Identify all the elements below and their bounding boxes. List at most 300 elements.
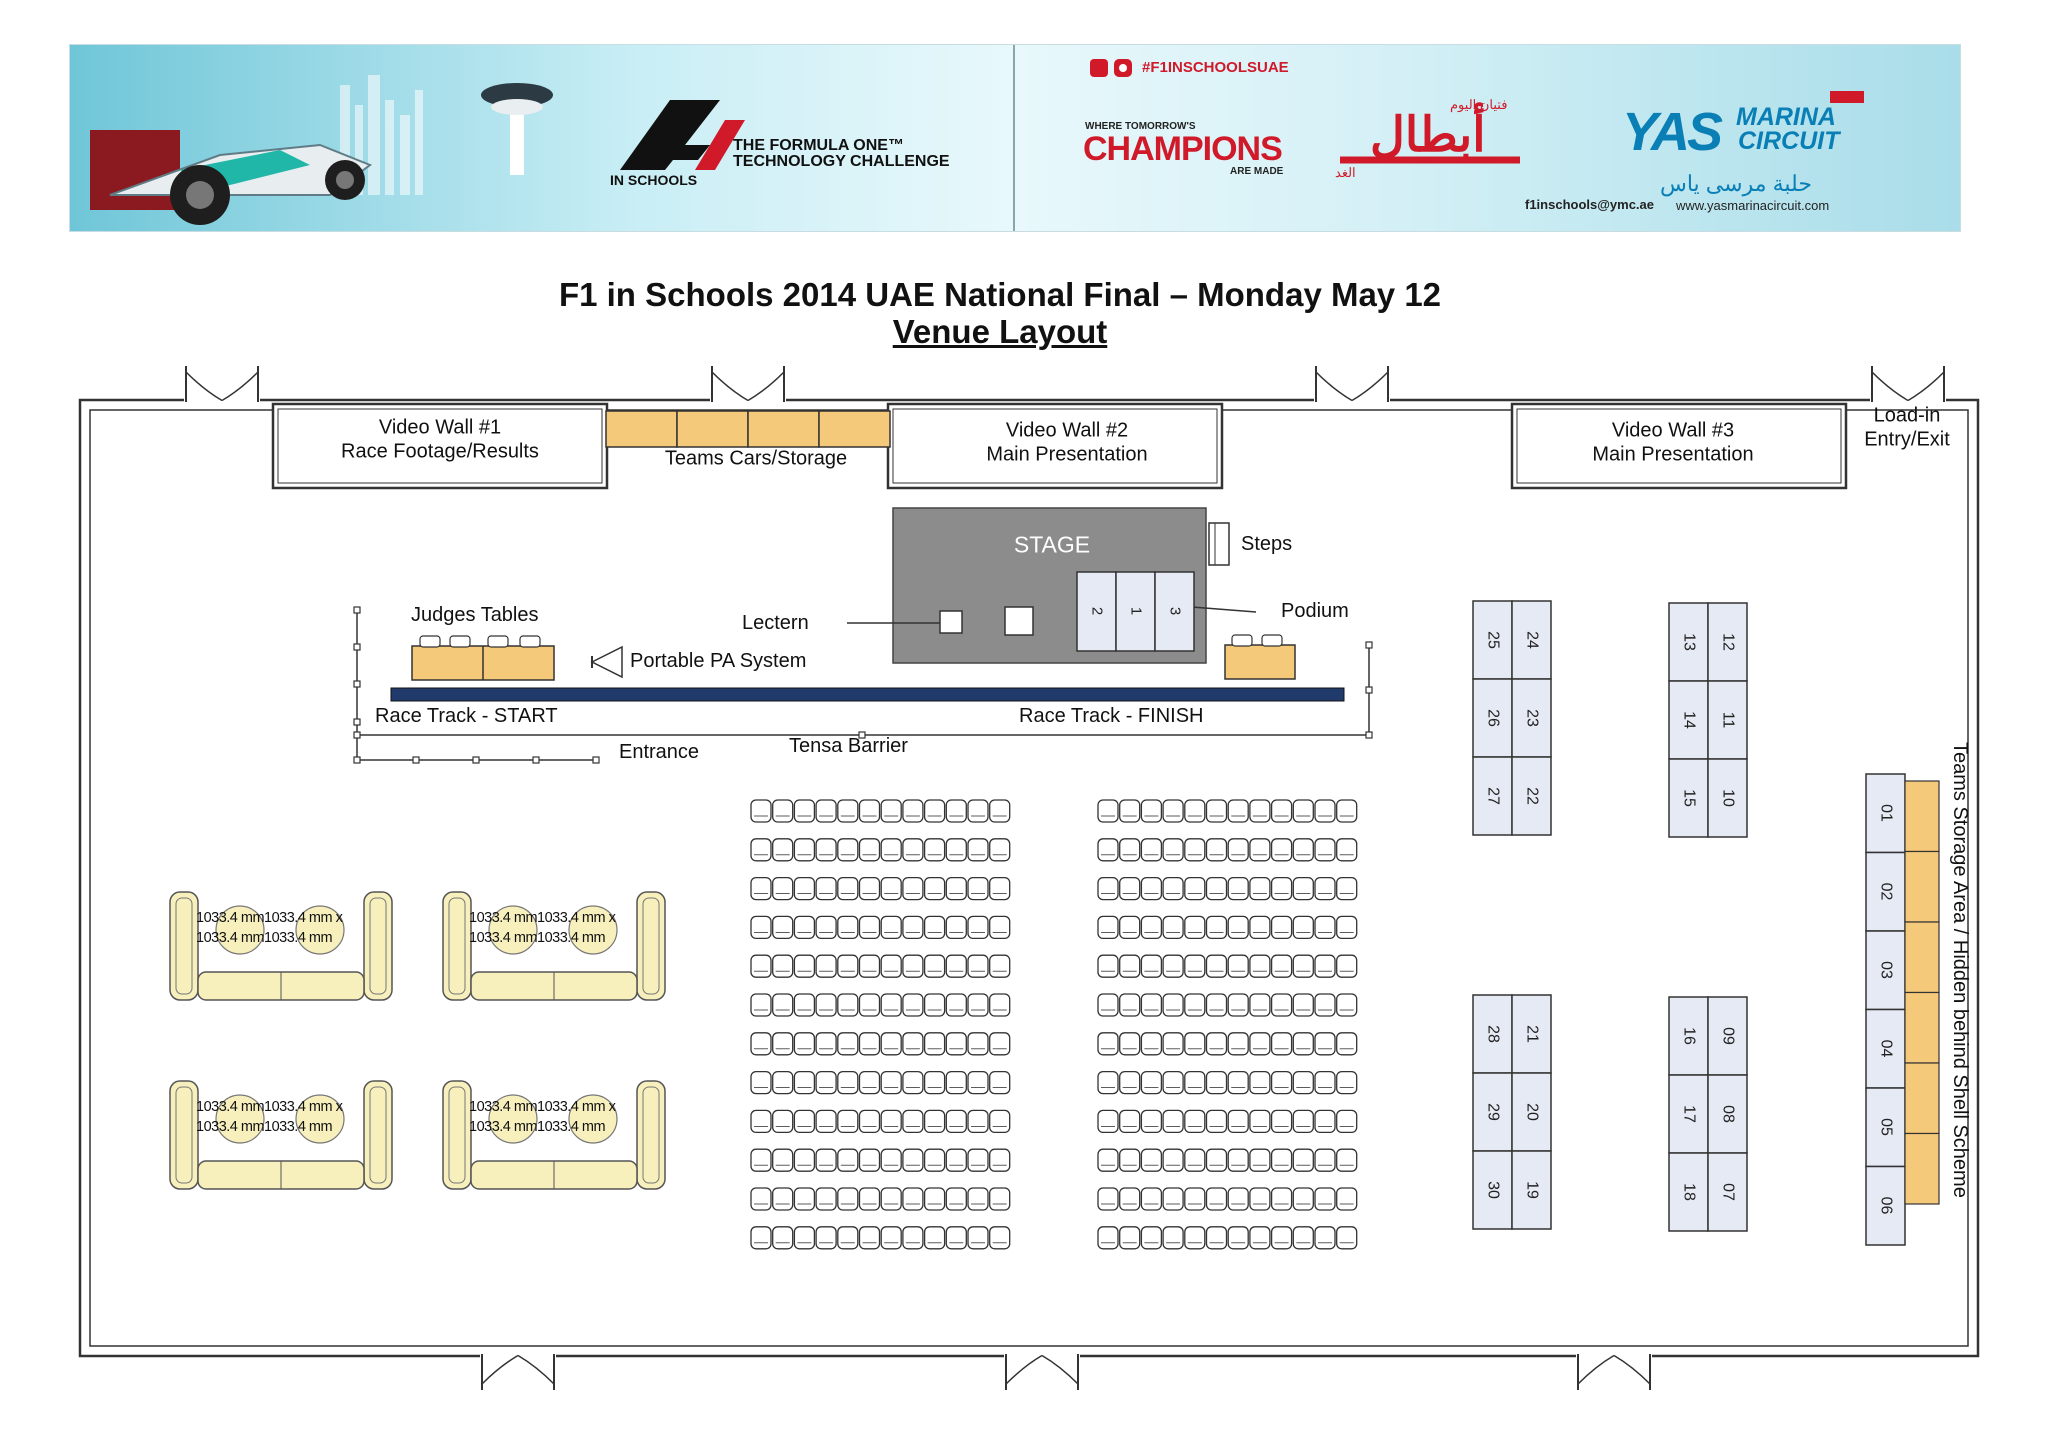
audience-seat <box>1163 916 1183 938</box>
page-title: F1 in Schools 2014 UAE National Final – Monday May 12 <box>558 276 1442 313</box>
audience-seat <box>946 1072 966 1094</box>
audience-seat <box>1315 800 1335 822</box>
audience-seat <box>1185 878 1205 900</box>
circuit-logo-text: CIRCUIT <box>1738 127 1840 155</box>
audience-seating <box>751 800 1357 1249</box>
audience-seat <box>1250 1149 1270 1171</box>
audience-seat <box>990 839 1010 861</box>
audience-seat <box>881 878 901 900</box>
audience-seat <box>881 839 901 861</box>
barrier-post <box>1366 732 1372 738</box>
team-booth-number: 29 <box>1484 1103 1502 1121</box>
audience-seat <box>1272 916 1292 938</box>
audience-seat <box>881 1072 901 1094</box>
audience-seat <box>1250 1072 1270 1094</box>
lounge-set <box>443 1081 665 1189</box>
audience-seat <box>1098 878 1118 900</box>
audience-seat <box>860 994 880 1016</box>
audience-seat <box>990 1227 1010 1249</box>
audience-seat <box>1098 916 1118 938</box>
audience-seat <box>794 1149 814 1171</box>
audience-seat <box>794 800 814 822</box>
team-booth-number: 13 <box>1680 633 1698 651</box>
audience-seat <box>773 1033 793 1055</box>
audience-seat <box>990 800 1010 822</box>
audience-seat <box>1098 839 1118 861</box>
barrier-post <box>413 757 419 763</box>
audience-seat <box>1207 1227 1227 1249</box>
sofa-right <box>637 892 665 1000</box>
audience-seat <box>1163 1188 1183 1210</box>
audience-seat <box>816 1072 836 1094</box>
audience-seat <box>1141 800 1161 822</box>
audience-seat <box>1250 1227 1270 1249</box>
audience-seat <box>1163 994 1183 1016</box>
finish-table <box>1225 645 1295 679</box>
audience-seat <box>838 955 858 977</box>
audience-seat <box>881 1227 901 1249</box>
audience-seat <box>881 1110 901 1132</box>
audience-seat <box>1141 955 1161 977</box>
door <box>1314 366 1390 408</box>
audience-seat <box>1163 1072 1183 1094</box>
audience-seat <box>990 916 1010 938</box>
audience-seat <box>1185 1072 1205 1094</box>
audience-seat <box>1293 955 1313 977</box>
audience-seat <box>860 1149 880 1171</box>
audience-seat <box>1120 1072 1140 1094</box>
sofa-right <box>364 892 392 1000</box>
audience-seat <box>1120 839 1140 861</box>
lounge-dimension-text: 1033.4 mm1033.4 mm x <box>469 1099 616 1115</box>
audience-seat <box>816 878 836 900</box>
audience-seat <box>860 1110 880 1132</box>
audience-seat <box>860 878 880 900</box>
audience-seat <box>773 1149 793 1171</box>
audience-seat <box>1272 878 1292 900</box>
audience-seat <box>1228 1072 1248 1094</box>
audience-seat <box>946 1110 966 1132</box>
audience-seat <box>794 1033 814 1055</box>
audience-seat <box>1315 1227 1335 1249</box>
door <box>1870 366 1946 408</box>
audience-seat <box>1337 1188 1357 1210</box>
audience-seat <box>794 839 814 861</box>
audience-seat <box>968 800 988 822</box>
audience-seat <box>903 1149 923 1171</box>
audience-seat <box>1272 800 1292 822</box>
audience-seat <box>903 839 923 861</box>
storage-crate <box>606 411 677 447</box>
podium-label: Podium <box>1281 600 1349 622</box>
audience-seat <box>1185 916 1205 938</box>
stage-box <box>1005 607 1033 635</box>
audience-seat <box>1337 800 1357 822</box>
audience-seat <box>794 878 814 900</box>
marina-logo-text: MARINA <box>1736 103 1836 131</box>
audience-seat <box>816 994 836 1016</box>
audience-seat <box>1315 1110 1335 1132</box>
audience-seat <box>1250 994 1270 1016</box>
audience-seat <box>903 878 923 900</box>
audience-seat <box>925 994 945 1016</box>
audience-seat <box>751 800 771 822</box>
hashtag-text: #F1INSCHOOLSUAE <box>1142 59 1289 76</box>
barrier-post <box>473 757 479 763</box>
audience-seat <box>1293 1072 1313 1094</box>
where-tomorrows-text: WHERE TOMORROW'S <box>1085 121 1196 132</box>
audience-seat <box>773 800 793 822</box>
barrier-post <box>593 757 599 763</box>
audience-seat <box>1185 1188 1205 1210</box>
audience-seat <box>751 839 771 861</box>
audience-seat <box>990 1110 1010 1132</box>
audience-seat <box>946 839 966 861</box>
audience-seat <box>1185 800 1205 822</box>
audience-seat <box>860 839 880 861</box>
audience-seat <box>1293 800 1313 822</box>
audience-seat <box>925 839 945 861</box>
audience-seat <box>838 1033 858 1055</box>
audience-seat <box>881 1033 901 1055</box>
audience-seat <box>946 955 966 977</box>
audience-seat <box>1337 916 1357 938</box>
audience-seat <box>1250 878 1270 900</box>
audience-seat <box>1337 878 1357 900</box>
team-booth-number: 28 <box>1484 1025 1502 1043</box>
judges-tables <box>412 636 554 680</box>
barrier-post <box>1366 687 1372 693</box>
barrier-post <box>533 757 539 763</box>
audience-seat <box>1185 994 1205 1016</box>
audience-seat <box>773 839 793 861</box>
audience-seat <box>838 800 858 822</box>
audience-seat <box>816 839 836 861</box>
team-booth-number: 18 <box>1680 1183 1698 1201</box>
audience-seat <box>990 878 1010 900</box>
audience-seat <box>1250 1110 1270 1132</box>
sofa-left <box>443 892 471 1000</box>
audience-seat <box>1207 1033 1227 1055</box>
arabic-top-text: فتيان اليوم <box>1450 97 1508 112</box>
podium-place-label: 1 <box>1127 606 1145 616</box>
video-wall-2-desc: Main Presentation <box>986 443 1148 466</box>
audience-seat <box>773 955 793 977</box>
audience-seat <box>751 955 771 977</box>
storage-crate <box>1905 1063 1939 1134</box>
audience-seat <box>1098 800 1118 822</box>
team-booth-number: 15 <box>1680 789 1698 807</box>
audience-seat <box>1250 916 1270 938</box>
audience-seat <box>990 1149 1010 1171</box>
entrance-label: Entrance <box>619 741 700 763</box>
audience-seat <box>794 1188 814 1210</box>
audience-seat <box>946 916 966 938</box>
audience-seat <box>1141 916 1161 938</box>
video-wall-1-title: Video Wall #1 <box>378 416 502 439</box>
team-booth-number: 27 <box>1484 787 1502 805</box>
booth-block <box>1669 997 1747 1231</box>
audience-seat <box>816 800 836 822</box>
audience-seat <box>1337 1072 1357 1094</box>
storage-booth-number: 06 <box>1877 1196 1895 1215</box>
audience-seat <box>1228 1227 1248 1249</box>
audience-seat <box>1337 1227 1357 1249</box>
audience-seat <box>925 1110 945 1132</box>
audience-seat <box>903 955 923 977</box>
audience-seat <box>881 800 901 822</box>
team-booth-number: 22 <box>1523 787 1541 805</box>
audience-seat <box>1337 1110 1357 1132</box>
video-wall-2-title: Video Wall #2 <box>1005 419 1129 442</box>
audience-seat <box>1185 1110 1205 1132</box>
audience-seat <box>1250 1188 1270 1210</box>
audience-seat <box>968 878 988 900</box>
barrier-post <box>354 644 360 650</box>
audience-seat <box>990 1188 1010 1210</box>
audience-seat <box>773 1072 793 1094</box>
audience-seat <box>903 1227 923 1249</box>
audience-seat <box>860 1072 880 1094</box>
audience-seat <box>881 916 901 938</box>
audience-seat <box>968 1072 988 1094</box>
audience-seat <box>1141 1033 1161 1055</box>
audience-seat <box>1120 916 1140 938</box>
sofa-left <box>170 1081 198 1189</box>
audience-seat <box>1315 994 1335 1016</box>
storage-booth-number: 04 <box>1877 1039 1895 1058</box>
audience-seat <box>968 839 988 861</box>
audience-seat <box>1250 839 1270 861</box>
audience-seat <box>816 1033 836 1055</box>
audience-seat <box>881 955 901 977</box>
audience-seat <box>1141 1149 1161 1171</box>
audience-seat <box>946 800 966 822</box>
audience-seat <box>751 878 771 900</box>
audience-seat <box>1120 1149 1140 1171</box>
lounge-dimension-text: 1033.4 mm1033.4 mm x <box>196 1099 343 1115</box>
audience-seat <box>881 994 901 1016</box>
storage-crate <box>1905 922 1939 993</box>
audience-seat <box>881 1188 901 1210</box>
team-booth-number: 17 <box>1680 1105 1698 1123</box>
portable-pa-label: Portable PA System <box>630 650 807 672</box>
lounge-dimension-text: 1033.4 mm1033.4 mm <box>196 1119 333 1135</box>
audience-seat <box>1141 1072 1161 1094</box>
race-start-label: Race Track - START <box>375 705 558 727</box>
audience-seat <box>860 955 880 977</box>
audience-seat <box>1228 839 1248 861</box>
audience-seat <box>838 1110 858 1132</box>
audience-seat <box>1098 1072 1118 1094</box>
audience-seat <box>968 1149 988 1171</box>
door <box>710 366 786 408</box>
audience-seat <box>1293 1227 1313 1249</box>
audience-seat <box>860 1188 880 1210</box>
lounge-dimension-text: 1033.4 mm1033.4 mm <box>469 930 606 946</box>
audience-seat <box>860 1227 880 1249</box>
audience-seat <box>794 994 814 1016</box>
audience-seat <box>903 800 923 822</box>
audience-seat <box>1163 1033 1183 1055</box>
audience-seat <box>1207 839 1227 861</box>
audience-seat <box>1098 955 1118 977</box>
audience-seat <box>773 916 793 938</box>
audience-seat <box>816 1149 836 1171</box>
team-booth-number: 23 <box>1523 709 1541 727</box>
audience-seat <box>925 1033 945 1055</box>
audience-seat <box>751 1188 771 1210</box>
video-wall-3-title: Video Wall #3 <box>1611 419 1735 442</box>
booth-block <box>1669 603 1747 837</box>
audience-seat <box>838 1188 858 1210</box>
storage-crate <box>677 411 748 447</box>
door <box>1576 1348 1652 1390</box>
teams-cars-storage-label: Teams Cars/Storage <box>664 447 848 470</box>
audience-seat <box>1098 1033 1118 1055</box>
team-booth-number: 08 <box>1719 1105 1737 1123</box>
page-subtitle: Venue Layout <box>892 313 1108 350</box>
audience-seat <box>1250 955 1270 977</box>
audience-seat <box>1120 994 1140 1016</box>
load-in-label-1: Load-in <box>1873 404 1941 427</box>
video-wall-3-desc: Main Presentation <box>1592 443 1754 466</box>
audience-seat <box>1163 1149 1183 1171</box>
audience-seat <box>1207 955 1227 977</box>
stage-steps <box>1209 523 1229 565</box>
audience-seat <box>1207 800 1227 822</box>
audience-seat <box>946 1149 966 1171</box>
audience-seat <box>773 1110 793 1132</box>
race-finish-label: Race Track - FINISH <box>1019 705 1204 727</box>
audience-seat <box>1250 800 1270 822</box>
audience-seat <box>1337 839 1357 861</box>
audience-seat <box>816 955 836 977</box>
audience-seat <box>1337 994 1357 1016</box>
audience-seat <box>1315 1072 1335 1094</box>
team-booths <box>1473 601 1747 1231</box>
lounge-dimension-text: 1033.4 mm1033.4 mm <box>469 1119 606 1135</box>
lounge-dimension-text: 1033.4 mm1033.4 mm x <box>469 910 616 926</box>
storage-booth-number: 02 <box>1877 882 1895 901</box>
audience-seat <box>751 1149 771 1171</box>
audience-seat <box>990 955 1010 977</box>
lounge-set <box>170 892 392 1000</box>
team-booth-number: 20 <box>1523 1103 1541 1121</box>
audience-seat <box>1120 800 1140 822</box>
barrier-post <box>354 732 360 738</box>
audience-seat <box>1163 839 1183 861</box>
tensa-barrier-label: Tensa Barrier <box>789 735 908 757</box>
audience-seat <box>1207 1188 1227 1210</box>
audience-seat <box>816 1227 836 1249</box>
audience-seat <box>1228 1033 1248 1055</box>
barrier-post <box>354 719 360 725</box>
storage-crate <box>1905 1134 1939 1205</box>
audience-seat <box>1228 800 1248 822</box>
yas-logo-text: YAS <box>1622 102 1721 162</box>
audience-seat <box>1293 1110 1313 1132</box>
video-wall-1-desc: Race Footage/Results <box>341 440 539 463</box>
audience-seat <box>1185 839 1205 861</box>
stage-label: STAGE <box>1013 531 1091 558</box>
team-booth-number: 19 <box>1523 1181 1541 1199</box>
audience-seat <box>968 1227 988 1249</box>
audience-seat <box>1207 916 1227 938</box>
audience-seat <box>1315 1188 1335 1210</box>
chair <box>420 636 440 647</box>
audience-seat <box>1141 1188 1161 1210</box>
audience-seat <box>1315 878 1335 900</box>
website-text: www.yasmarinacircuit.com <box>1676 198 1830 213</box>
audience-seat <box>903 1033 923 1055</box>
team-booth-number: 21 <box>1523 1025 1541 1043</box>
audience-seat <box>794 1227 814 1249</box>
audience-seat <box>838 1227 858 1249</box>
storage-crate <box>748 411 819 447</box>
team-booth-number: 25 <box>1484 631 1502 649</box>
team-booth-number: 30 <box>1484 1181 1502 1199</box>
teams-storage-area-label: Teams Storage Area / Hidden behind Shell Scheme <box>1949 742 1971 1198</box>
arabic-main-text: أبطال <box>1370 109 1486 162</box>
audience-seat <box>990 1033 1010 1055</box>
audience-seat <box>1315 1033 1335 1055</box>
pa-speaker-icon <box>592 647 622 677</box>
audience-seat <box>1120 1110 1140 1132</box>
audience-seat <box>751 916 771 938</box>
judges-tables-label: Judges Tables <box>411 604 539 626</box>
lectern <box>940 611 962 633</box>
audience-seat <box>816 1188 836 1210</box>
arabic-yas-text: حلبة مرسى ياس <box>1660 171 1812 196</box>
audience-seat <box>1337 1033 1357 1055</box>
chair <box>1232 635 1252 646</box>
audience-seat <box>1207 1149 1227 1171</box>
audience-seat <box>773 1227 793 1249</box>
tagline-line-2: TECHNOLOGY CHALLENGE <box>733 153 950 170</box>
audience-seat <box>925 1149 945 1171</box>
audience-seat <box>1098 1188 1118 1210</box>
audience-seat <box>1272 1188 1292 1210</box>
storage-crate <box>1905 852 1939 923</box>
audience-seat <box>946 878 966 900</box>
audience-seat <box>1163 1227 1183 1249</box>
audience-seat <box>860 1033 880 1055</box>
audience-seat <box>1120 1033 1140 1055</box>
audience-seat <box>1337 955 1357 977</box>
booth-block <box>1473 601 1551 835</box>
audience-seat <box>1293 1033 1313 1055</box>
audience-seat <box>1228 1149 1248 1171</box>
barrier-post <box>354 681 360 687</box>
audience-seat <box>1141 1227 1161 1249</box>
chair <box>450 636 470 647</box>
audience-seat <box>1228 955 1248 977</box>
audience-seat <box>968 916 988 938</box>
team-booth-number: 12 <box>1719 633 1737 651</box>
audience-seat <box>925 955 945 977</box>
sofa-left <box>170 892 198 1000</box>
storage-crate <box>1905 781 1939 852</box>
audience-seat <box>1272 1072 1292 1094</box>
audience-seat <box>903 994 923 1016</box>
audience-seat <box>860 916 880 938</box>
audience-seat <box>1163 1110 1183 1132</box>
audience-seat <box>1141 1110 1161 1132</box>
audience-seat <box>773 1188 793 1210</box>
door <box>184 366 260 408</box>
audience-seat <box>1163 878 1183 900</box>
